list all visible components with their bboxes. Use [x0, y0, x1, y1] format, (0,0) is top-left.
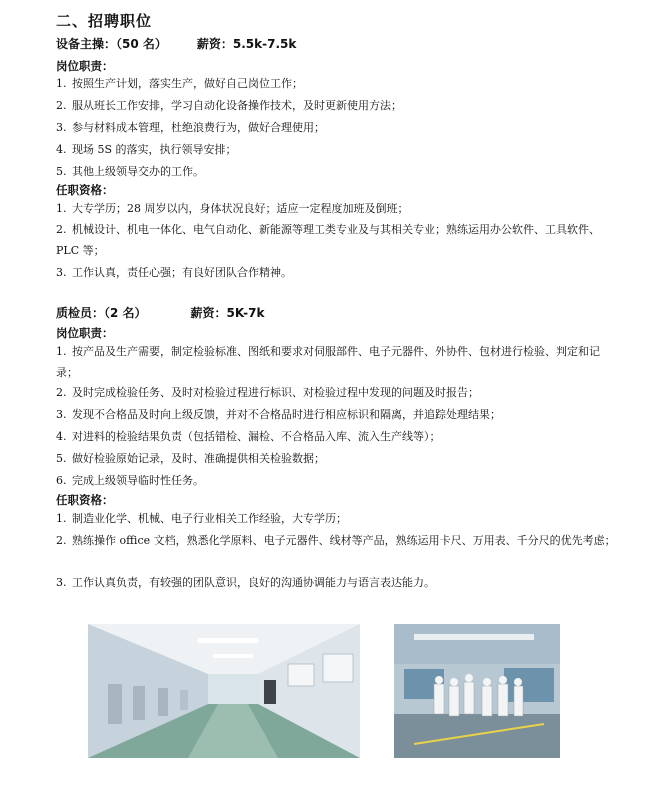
duty-item: 3. 发现不合格品及时向上级反馈，并对不合格品时进行相应标识和隔离，并追踪处理结果；	[56, 408, 501, 421]
duty-item: 4. 现场 5S 的落实，执行领导安排；	[56, 143, 237, 156]
duty-item: 1. 按产品及生产需要，制定检验标准、图纸和要求对伺服部件、电子元器件、外协件、包材进行检验、判定和记录；	[56, 345, 600, 379]
duty-item: 3. 参与材料成本管理，杜绝浪费行为，做好合理使用；	[56, 121, 325, 134]
section-title: 二、招聘职位	[56, 12, 153, 30]
job-title-text: 质检员：（2 名）	[56, 306, 147, 320]
job-salary: 薪资：5.5k-7.5k	[196, 37, 297, 51]
requirement-item: 3. 工作认真负责，有较强的团队意识，良好的沟通协调能力与语言表达能力。	[56, 576, 435, 589]
duty-item: 2. 服从班长工作安排，学习自动化设备操作技术，及时更新使用方法；	[56, 99, 402, 112]
duty-item: 6. 完成上级领导临时性任务。	[56, 474, 204, 487]
requirement-item: 2. 熟练操作 office 文档，熟悉化学原料、电子元器件、线材等产品，熟练运用卡尺、万用表、千分尺的优先考虑；	[56, 534, 616, 547]
requirement-item: 2. 机械设计、机电一体化、电气自动化、新能源等理工类专业及与其相关专业；熟练运用办公软件、工具软件、PLC 等；	[56, 223, 600, 257]
requirement-item: 1. 大专学历；28 周岁以内，身体状况良好；适应一定程度加班及倒班；	[56, 202, 409, 215]
job-salary: 薪资：5K-7k	[190, 306, 265, 320]
duty-item: 5. 做好检验原始记录，及时、准确提供相关检验数据；	[56, 452, 325, 465]
requirement-item: 1. 制造业化学、机械、电子行业相关工作经验，大专学历；	[56, 512, 347, 525]
job-title-quality-inspector	[56, 304, 264, 321]
duties-label: 岗位职责：	[56, 59, 114, 73]
requirements-label: 任职资格：	[56, 183, 114, 197]
duty-item: 5. 其他上级领导交办的工作。	[56, 165, 204, 178]
duties-label: 岗位职责：	[56, 326, 114, 340]
duty-item: 2. 及时完成检验任务、及时对检验过程进行标识、对检验过程中发现的问题及时报告；	[56, 386, 479, 399]
cleanroom-corridor-photo	[88, 624, 360, 758]
requirement-item: 3. 工作认真，责任心强；有良好团队合作精神。	[56, 266, 292, 279]
workshop-team-photo	[394, 624, 560, 758]
duty-item: 1. 按照生产计划，落实生产，做好自己岗位工作；	[56, 77, 303, 90]
requirements-label: 任职资格：	[56, 493, 114, 507]
job-title-text: 设备主操：（50 名）	[56, 37, 167, 51]
duty-item: 4. 对进料的检验结果负责（包括错检、漏检、不合格品入库、流入生产线等）；	[56, 430, 441, 443]
job-title-equipment-operator	[56, 35, 296, 52]
